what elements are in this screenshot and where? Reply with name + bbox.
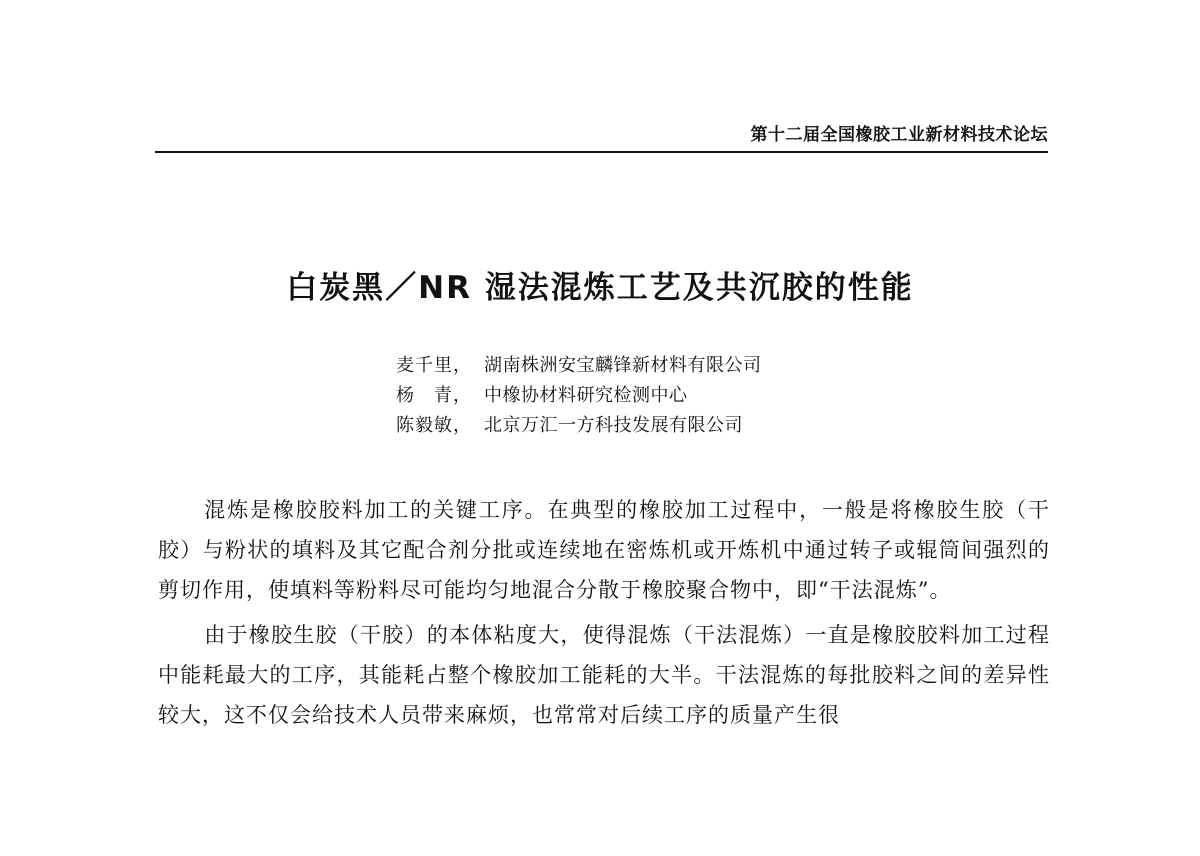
header-rule	[155, 151, 1048, 153]
author-line	[396, 351, 956, 381]
author-name: 麦千里，	[396, 355, 472, 376]
author-name: 陈毅敏，	[396, 415, 472, 436]
author-list	[396, 351, 956, 441]
author-affiliation: 中橡协材料研究检测中心	[484, 385, 688, 406]
body-text	[158, 490, 1050, 735]
author-affiliation: 湖南株洲安宝麟锋新材料有限公司	[484, 355, 762, 376]
author-line	[396, 381, 956, 411]
author-name: 杨 青，	[396, 385, 472, 406]
body-paragraph: 混炼是橡胶胶料加工的关键工序。在典型的橡胶加工过程中，一般是将橡胶生胶（干胶）与粉状的填料及其它配合剂分批或连续地在密炼机或开炼机中通过转子或辊筒间强烈的剪切作用，使填料等粉料尽可能均匀地混合分散于橡胶聚合物中，即“干法混炼”。	[158, 498, 1050, 602]
running-header: 第十二届全国橡胶工业新材料技术论坛	[750, 125, 1048, 145]
author-affiliation: 北京万汇一方科技发展有限公司	[484, 415, 743, 436]
body-paragraph: 由于橡胶生胶（干胶）的本体粘度大，使得混炼（干法混炼）一直是橡胶胶料加工过程中能耗最大的工序，其能耗占整个橡胶加工能耗的大半。干法混炼的每批胶料之间的差异性较大，这不仅会给技术人员带来麻烦，也常常对后续工序的质量产生很	[158, 623, 1050, 727]
author-line	[396, 411, 956, 441]
paper-title: 白炭黑／NR 湿法混炼工艺及共沉胶的性能	[286, 270, 914, 306]
